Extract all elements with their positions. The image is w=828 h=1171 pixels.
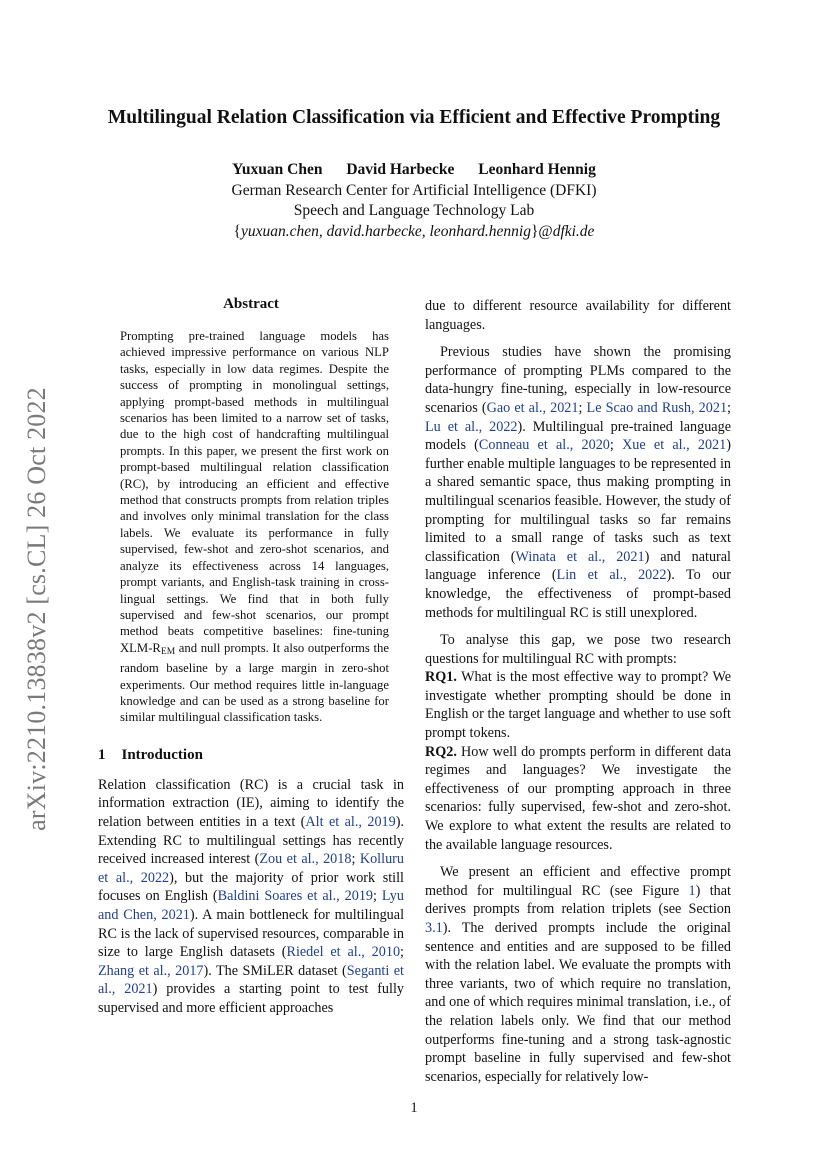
intro-paragraph-2: Previous studies have shown the promising performance of prompting PLMs compared to the data-hungry fine-tuning, especially in low-resource scenarios (Gao et al., 2021; Le Scao and Rush, 2021; Lu et al., 2022). Multilingual pre-trained language models (Conneau et al., 2020; Xue et al., 2021) further enable multiple languages to be represented in a shared semantic space, thus making prompting in multilingual scenarios feasible. However, the study of prompting for multilingual tasks so far remains limited to a small range of tasks such as text classification (Winata et al., 2021) and natural language inference (Lin et al., 2022). To our knowledge, the effectiveness of prompt-based methods for multilingual RC is still unexplored. xyxy=(425,344,732,621)
email-domain: dfki.de xyxy=(552,222,595,240)
intro-paragraph-continued: due to different resource availability for different languages. xyxy=(425,298,731,333)
citation-link[interactable]: Conneau et al., 2020 xyxy=(478,437,610,454)
citation-link[interactable]: Xue et al., 2021 xyxy=(622,437,727,454)
citation-link[interactable]: Le Scao and Rush, 2021 xyxy=(586,399,728,416)
citation-link[interactable]: Zou et al., 2018 xyxy=(259,851,352,868)
author-name: David Harbecke xyxy=(346,161,455,178)
section-number: 1 xyxy=(98,746,106,763)
author-names xyxy=(0,160,828,181)
citation-link[interactable]: Seganti et al., 2021 xyxy=(98,962,404,998)
citation-link[interactable]: Winata et al., 2021 xyxy=(515,548,645,565)
citation-link[interactable]: Riedel et al., 2010 xyxy=(286,944,401,961)
arxiv-id-label: arXiv:2210.13838v2 [cs.CL] 26 Oct 2022 xyxy=(22,387,52,831)
author-block xyxy=(0,160,828,242)
email-usernames: yuxuan.chen, david.harbecke, leonhard.hennig xyxy=(241,222,531,240)
intro-paragraph-1: Relation classification (RC) is a crucial task in information extraction (IE), aiming to identify the relation between entities in a text (Alt et al., 2019). Extending RC to multilingual settings has recently received increased interest (Zou et al., 2018; Kolluru et al., 2022), but the majority of prior work still focuses on English (Baldini Soares et al., 2019; Lyu and Chen, 2021). A main bottleneck for multilingual RC is the lack of supervised resources, comparable in size to large English datasets (Riedel et al., 2010; Zhang et al., 2017). The SMiLER dataset (Seganti et al., 2021) provides a starting point to test fully supervised and more efficient approaches xyxy=(98,776,405,1016)
section-reference-link[interactable]: 3.1 xyxy=(425,920,443,936)
email-brace-open: { xyxy=(233,222,241,240)
citation-link[interactable]: Lin et al., 2022 xyxy=(556,567,667,584)
rq1-label: RQ1. xyxy=(425,669,457,686)
author-name: Leonhard Hennig xyxy=(478,161,596,178)
email-brace-close: }@ xyxy=(530,222,553,240)
left-column xyxy=(98,295,404,1017)
research-question-1: RQ1. What is the most effective way to prompt? We investigate whether prompting should be done in English or the target language and whether to use soft prompt tokens. xyxy=(425,669,731,742)
paper-title: Multilingual Relation Classification via Efficient and Effective Prompting xyxy=(107,107,721,128)
research-question-2: RQ2. How well do prompts perform in different data regimes and languages? We investigate the effectiveness of our prompting approach in three scenarios: fully supervised, few-shot and zero-shot. We explore to what extent the results are related to the available language resources. xyxy=(425,743,731,853)
abstract-heading: Abstract xyxy=(223,296,279,312)
citation-link[interactable]: Baldini Soares et al., 2019 xyxy=(217,888,374,905)
rq2-label: RQ2. xyxy=(425,743,457,760)
citation-link[interactable]: Lyu and Chen, 2021 xyxy=(98,888,404,923)
lab-name: Speech and Language Technology Lab xyxy=(293,202,535,219)
intro-paragraph-4: We present an efficient and effective prompt method for multilingual RC (see Figure 1) that derives prompts from relation triplets (see Section 3.1). The derived prompts include the original sentence and entities and are supposed to be filled with the relation label. We evaluate the prompts with three variants, two of which require no translation, and one of which requires minimal translation, i.e., of the relation labels only. We find that our method outperforms fine-tuning and a strong task-agnostic prompt baseline in fully supervised and few-shot scenarios, especially for relatively low- xyxy=(425,864,732,1085)
citation-link[interactable]: Kolluru et al., 2022 xyxy=(98,851,404,886)
right-column xyxy=(425,297,731,1086)
abstract-text: Prompting pre-trained language models has achieved impressive performance on various NLP tasks, especially in low data regimes. Despite the success of prompting in monolingual settings, applying prompt-based methods in multilingual scenarios has been limited to a narrow set of tasks, due to the high cost of handcrafting multilingual prompts. In this paper, we present the first work on prompt-based multilingual relation classification (RC), by introducing an efficient and effective method that constructs prompts from relation triples and involves only minimal translation for the class labels. We evaluate its performance in fully supervised, few-shot and zero-shot scenarios, and analyze its effectiveness across 14 languages, prompt variants, and English-task training in cross-lingual settings. We find that in both fully supervised and few-shot scenarios, our prompt method beats competitive baselines: fine-tuning XLM-$R_{EM}$ and null prompts. It also outperforms the random baseline by a large margin in zero-shot experiments. Our method requires little in-language knowledge and can be used as a strong baseline for similar multilingual classification tasks. xyxy=(120,329,389,725)
section-heading-introduction xyxy=(98,746,404,766)
arxiv-sidebar-stamp xyxy=(24,366,50,852)
intro-paragraph-3: To analyse this gap, we pose two research questions for multilingual RC with prompts: xyxy=(425,632,731,667)
citation-link[interactable]: Zhang et al., 2017 xyxy=(98,962,204,979)
citation-link[interactable]: Alt et al., 2019 xyxy=(305,813,396,830)
author-emails xyxy=(0,222,828,243)
page-number: 1 xyxy=(410,1100,418,1116)
affiliation: German Research Center for Artificial Intelligence (DFKI) xyxy=(231,181,597,199)
figure-reference-link[interactable]: 1 xyxy=(688,882,696,899)
subscript-em: EM xyxy=(160,646,176,657)
section-title: Introduction xyxy=(121,746,203,763)
citation-link[interactable]: Gao et al., 2021 xyxy=(486,399,579,416)
citation-link[interactable]: Lu et al., 2022 xyxy=(425,418,518,435)
author-name: Yuxuan Chen xyxy=(232,161,323,178)
